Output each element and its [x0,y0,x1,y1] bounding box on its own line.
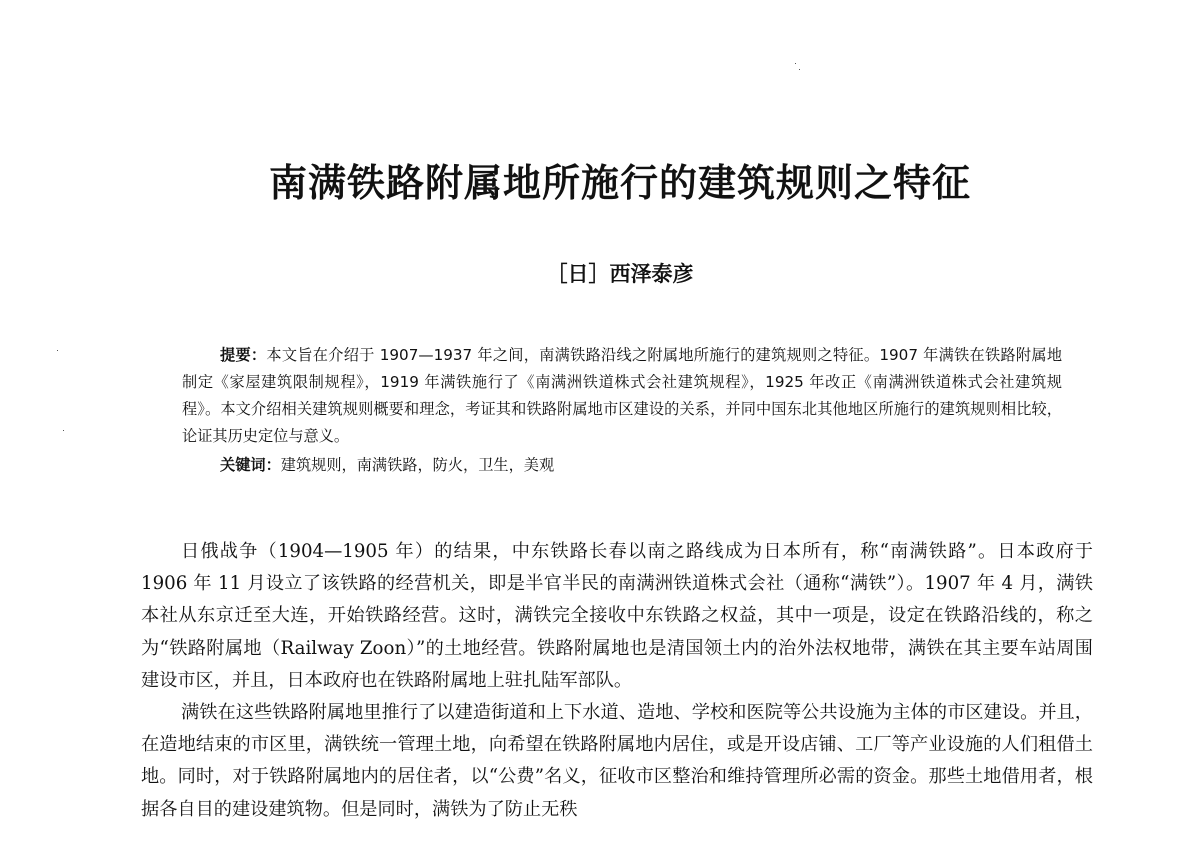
scan-speck [799,69,800,70]
body-text [141,536,1093,826]
body-paragraph: 日俄战争（1904—1905 年）的结果，中东铁路长春以南之路线成为日本所有，称“南满铁路”。日本政府于 1906 年 11 月设立了该铁路的经营机关，即是半官半民的南满洲铁道株式会社（通称“满铁”）。1907 年 4 月，满铁本社从东京迁至大连，开始铁路经营。这时，满铁完全接收中东铁路之权益，其中一项是，设定在铁路沿线的，称之为“铁路附属地（Railway Zoon）”的土地经营。铁路附属地也是清国领土内的治外法权地带，满铁在其主要车站周围建设市区，并且，日本政府也在铁路附属地上驻扎陆军部队。 [141,541,1093,691]
page-title: 南满铁路附属地所施行的建筑规则之特征 [268,161,971,205]
abstract-paragraph [182,342,1062,450]
abstract-text: 本文旨在介绍于 1907—1937 年之间，南满铁路沿线之附属地所施行的建筑规则之特征。1907 年满铁在铁路附属地制定《家屋建筑限制规程》，1919 年满铁施行了《南满洲铁道株式会社建筑规程》，1925 年改正《南满洲铁道株式会社建筑规程》。本文介绍相关建筑规则概要和理念，考证其和铁路附属地市区建设的关系，并同中国东北其他地区所施行的建筑规则相比较，论证其历史定位与意义。 [182,346,1063,445]
abstract-label: 提要： [220,346,267,364]
keywords-label: 关键词： [220,456,281,474]
keywords [182,452,1062,479]
abstract [182,342,1062,479]
scan-speck [63,430,64,431]
author: ［日］西泽泰彦 [546,262,694,286]
scan-speck [795,63,796,64]
scan-speck [57,350,58,351]
body-paragraph: 满铁在这些铁路附属地里推行了以建造街道和上下水道、造地、学校和医院等公共设施为主体的市区建设。并且，在造地结束的市区里，满铁统一管理土地，向希望在铁路附属地内居住，或是开设店铺、工厂等产业设施的人们租借土地。同时，对于铁路附属地内的居住者，以“公费”名义，征收市区整治和维持管理所必需的资金。那些土地借用者，根据各自目的建设建筑物。但是同时，满铁为了防止无秩 [141,702,1093,820]
keywords-text: 建筑规则，南满铁路，防火，卫生，美观 [280,456,555,474]
